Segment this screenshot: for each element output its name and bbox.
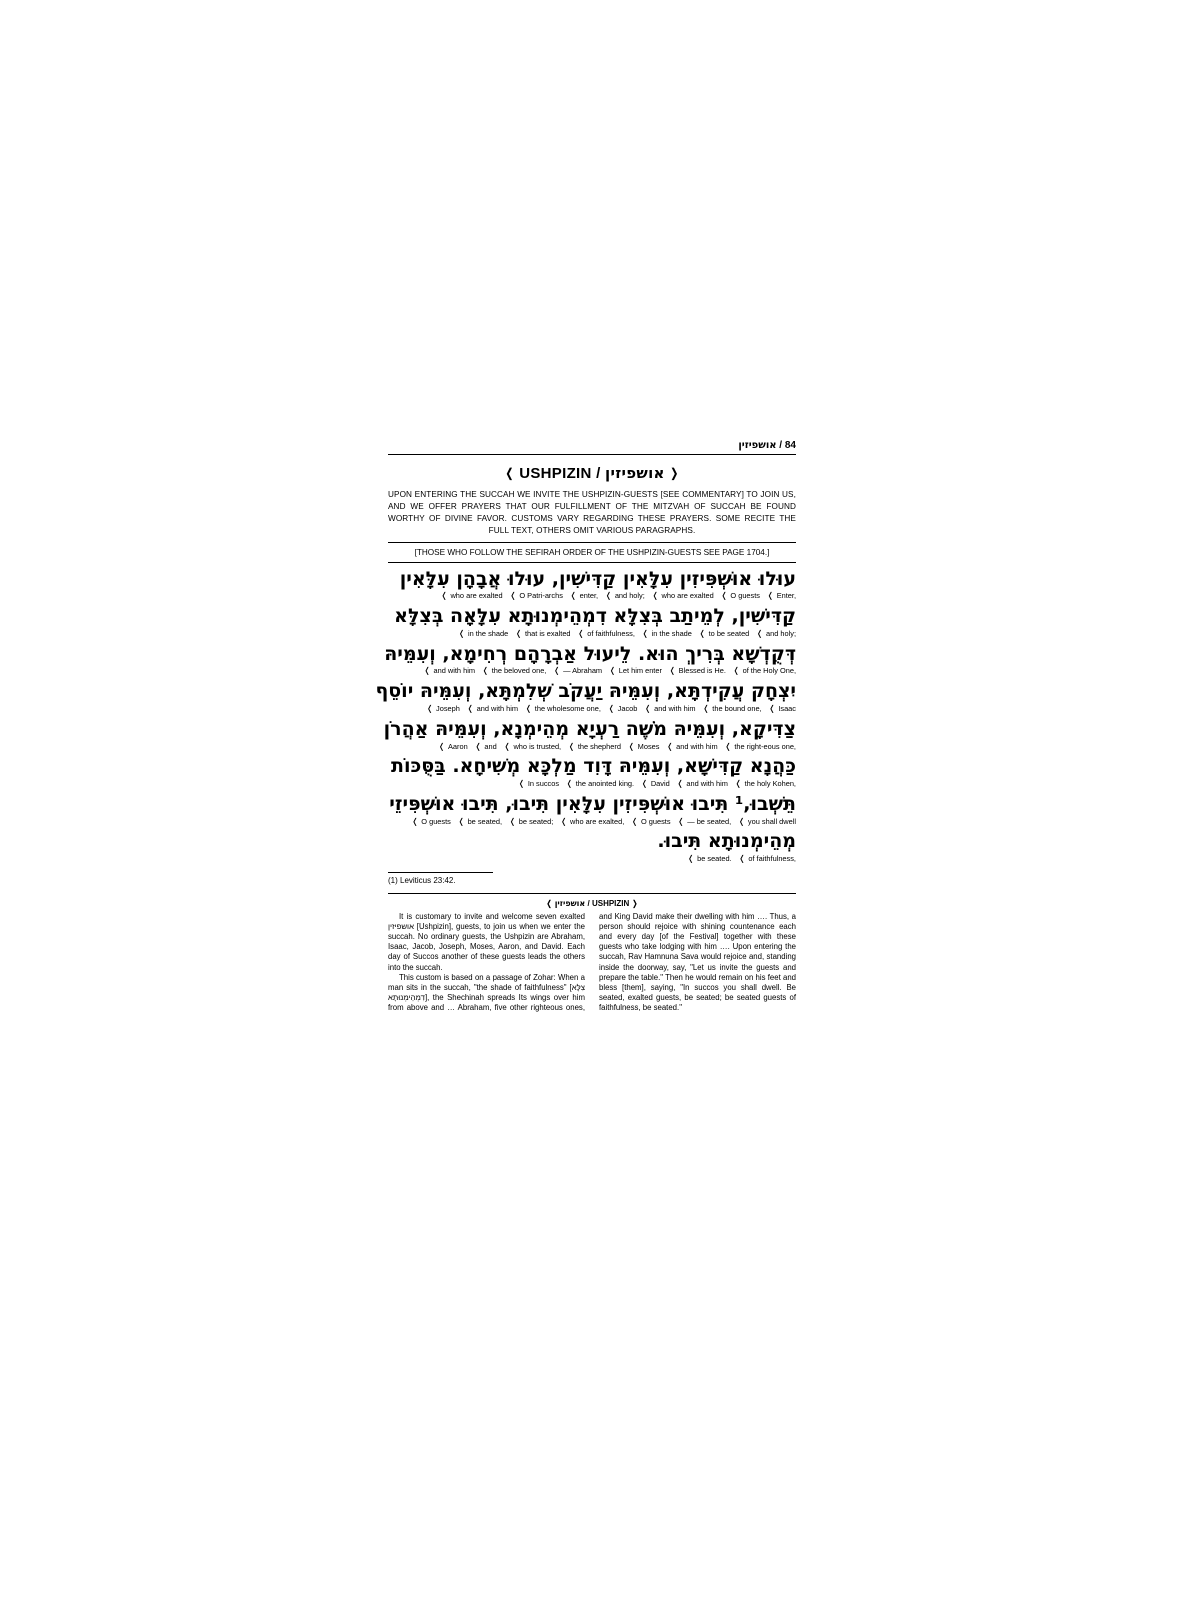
- gloss: ❬ Moses: [627, 741, 660, 751]
- gloss: ❬ be seated;: [509, 816, 554, 826]
- hebrew-line: תֵּשְׁבוּ,¹ תִּיבוּ אוּשְׁפִּיזִין עִלָּאִין תִּיבוּ, תִּיבוּ אוּשְׁפִּיזֵי: [389, 792, 796, 815]
- gloss: ❬ — Abraham: [553, 666, 603, 676]
- commentary-paragraph: This custom is based on a passage of Zohar: When a man sits in the succah, "the shade of faithfulness" [צִלָּא דִמְהֵימְנוּתָא], the Shechinah spreads Its wings over him from above and … Abraham, five other righteous ones, and King David make their dwelling with him …. Thus, a person should rejoice with shining countenance each and every day [of the Festival] together with these guests who take lodging with him …. Upon entering the succah, Rav Hamnuna Sava would rejoice and, standing inside the doorway, say, "Let us invite the guests and prepare the table." Then he would remain on his feet and bless [them], saying, "In succos you shall dwell. Be seated, exalted guests, be seated; be seated guests of faithfulness, be seated.": [388, 911, 796, 1013]
- commentary-heading-english: USHPIZIN: [591, 898, 630, 908]
- gloss-marker-icon: ❬: [509, 816, 516, 826]
- gloss: ❬ to be seated: [698, 628, 750, 638]
- gloss-marker-icon: ❬: [568, 741, 575, 751]
- gloss: ❬ and holy;: [605, 591, 645, 601]
- gloss-marker-icon: ❬: [509, 591, 517, 601]
- hebrew-line: דְּקֻדְשָׁא בְּרִיךְ הוּא. לֵיעוּל אַבְרָהָם רְחִימָא, וְעִמֵּיהּ: [384, 642, 796, 665]
- gloss: ❬ O guests: [631, 816, 671, 826]
- gloss: ❬ be seated,: [457, 816, 503, 826]
- gloss-marker-icon: ❬: [641, 779, 648, 789]
- gloss-marker-icon: ❬: [687, 854, 695, 864]
- footnote-divider: [388, 872, 493, 873]
- gloss-marker-icon: ❬: [607, 703, 615, 713]
- gloss-marker-icon: ❬: [426, 703, 434, 713]
- title-english: USHPIZIN: [519, 465, 592, 482]
- gloss-marker-icon: ❬: [644, 703, 652, 713]
- verse-block: [388, 755, 796, 789]
- gloss-marker-icon: ❬: [503, 741, 511, 751]
- gloss: ❬ O guests: [411, 816, 451, 826]
- hebrew-line: צַדִּיקָא, וְעִמֵּיהּ מֹשֶׁה רַעְיָא מְהֵימְנָא, וְעִמֵּיהּ אַהֲרֹן: [383, 717, 796, 740]
- gloss: ❬ the holy Kohen,: [734, 779, 796, 789]
- gloss: ❬ and with him: [466, 703, 519, 713]
- gloss-marker-icon: ❬: [738, 854, 746, 864]
- verse-block: [375, 680, 796, 714]
- hebrew-line: יִצְחָק עֲקִידְתָּא, וְעִמֵּיהּ יַעֲקֹב שְׁלִמְתָּא, וְעִמֵּיהּ יוֹסֵף: [375, 680, 796, 703]
- verse-block: [384, 642, 796, 677]
- gloss: ❬ enter,: [569, 591, 599, 601]
- gloss-marker-icon: ❬: [482, 666, 489, 676]
- verse-block: [388, 568, 796, 602]
- ornament-right-icon: ❭: [669, 466, 680, 480]
- gloss: ❬ Joseph: [426, 703, 460, 713]
- gloss-marker-icon: ❬: [766, 591, 774, 601]
- commentary-heading-slash: /: [587, 898, 590, 908]
- gloss-marker-icon: ❬: [466, 703, 474, 713]
- gloss: ❬ David: [641, 779, 670, 789]
- gloss: ❬ the right-eous one,: [724, 741, 796, 751]
- gloss-marker-icon: ❬: [631, 816, 638, 826]
- gloss-marker-icon: ❬: [702, 703, 710, 713]
- gloss: ❬ you shall dwell: [738, 816, 796, 826]
- translation-row: [388, 592, 796, 601]
- gloss: ❬ of faithfulness,: [738, 854, 796, 864]
- gloss-marker-icon: ❬: [605, 591, 612, 601]
- gloss-marker-icon: ❬: [666, 741, 674, 751]
- gloss: ❬ the bound one,: [702, 703, 762, 713]
- gloss-marker-icon: ❬: [724, 741, 732, 751]
- gloss-marker-icon: ❬: [668, 666, 676, 676]
- gloss-marker-icon: ❬: [577, 628, 585, 638]
- gloss-marker-icon: ❬: [474, 741, 482, 751]
- gloss: ❬ the anointed king.: [566, 779, 635, 789]
- gloss: ❬ Isaac: [768, 703, 796, 713]
- gloss: ❬ and with him: [676, 779, 728, 789]
- gloss-marker-icon: ❬: [734, 779, 742, 789]
- verse-block: [388, 793, 796, 827]
- hebrew-line: מְהֵימְנוּתָא תִּיבוּ.: [657, 830, 796, 853]
- prayer-book-page: [375, 440, 796, 1013]
- gloss: ❬ who is trusted,: [503, 741, 562, 751]
- gloss-marker-icon: ❬: [440, 591, 448, 601]
- gloss-marker-icon: ❬: [569, 591, 577, 601]
- commentary-columns: [388, 912, 796, 1013]
- verse-block: [383, 717, 796, 752]
- translation-row: [388, 705, 796, 714]
- ornament-left-icon: ❬: [504, 466, 515, 480]
- gloss-marker-icon: ❬: [720, 591, 728, 601]
- gloss: ❬ be seated.: [687, 854, 732, 864]
- rubric-divider-2: [388, 562, 796, 563]
- title-slash: /: [596, 465, 601, 482]
- translation-row: [388, 818, 796, 827]
- gloss-marker-icon: ❬: [518, 779, 525, 789]
- gloss: ❬ the shepherd: [568, 741, 621, 751]
- gloss-marker-icon: ❬: [641, 628, 649, 638]
- gloss-marker-icon: ❬: [677, 816, 685, 826]
- gloss-marker-icon: ❬: [438, 741, 445, 751]
- gloss-marker-icon: ❬: [515, 628, 522, 638]
- gloss-marker-icon: ❬: [411, 816, 419, 826]
- gloss-marker-icon: ❬: [627, 741, 635, 751]
- hebrew-line: קַדִּישִׁין, לְמֵיתַב בְּצִלָּא דִמְהֵימְנוּתָא עִלָּאָה בְּצִלָּא: [394, 605, 796, 628]
- gloss-marker-icon: ❬: [756, 628, 763, 638]
- gloss: ❬ Aaron: [438, 741, 468, 751]
- gloss-marker-icon: ❬: [423, 666, 431, 676]
- title-hebrew: אושפיזין: [605, 464, 665, 482]
- hebrew-line: עוּלוּ אוּשְׁפִּיזִין עִלָּאִין קַדִּישִׁין, עוּלוּ אֲבָהָן עִלָּאִין: [399, 567, 796, 590]
- translation-row: [388, 667, 796, 676]
- sefirah-note: [THOSE WHO FOLLOW THE SEFIRAH ORDER OF THE USHPIZIN-GUESTS SEE PAGE 1704.]: [414, 547, 770, 557]
- gloss: ❬ — be seated,: [677, 816, 732, 826]
- header-divider: [388, 454, 796, 455]
- gloss: ❬ and with him: [644, 703, 696, 713]
- gloss: ❬ and: [474, 741, 497, 751]
- gloss-marker-icon: ❬: [676, 779, 684, 789]
- hebrew-line: כַּהֲנָא קַדִּישָׁא, וְעִמֵּיהּ דָּוִד מַלְכָּא מְשִׁיחָא. בַּסֻּכּוֹת: [390, 755, 796, 778]
- gloss-marker-icon: ❬: [566, 779, 573, 789]
- gloss-marker-icon: ❬: [560, 816, 568, 826]
- gloss: ❬ that is exalted: [515, 628, 571, 638]
- gloss-marker-icon: ❬: [738, 816, 745, 826]
- commentary-heading-hebrew: אושפיזין: [554, 898, 586, 908]
- commentary-heading: [388, 899, 796, 908]
- page-number: 84: [784, 440, 796, 451]
- gloss: ❬ who are exalted: [651, 591, 714, 601]
- gloss: ❬ Let him enter: [609, 666, 662, 676]
- gloss-marker-icon: ❬: [651, 591, 659, 601]
- translation-row: [388, 743, 796, 752]
- translation-row: [388, 780, 796, 789]
- verse-block: [388, 605, 796, 639]
- gloss: ❬ in the shade: [641, 628, 692, 638]
- gloss-marker-icon: ❬: [457, 816, 465, 826]
- gloss: ❬ and with him: [666, 741, 718, 751]
- commentary-section: [388, 893, 796, 1013]
- gloss-marker-icon: ❬: [609, 666, 616, 676]
- gloss: ❬ the wholesome one,: [525, 703, 601, 713]
- gloss: ❬ O Patri-archs: [509, 591, 563, 601]
- gloss: ❬ In succos: [518, 779, 560, 789]
- gloss: ❬ Enter,: [766, 591, 796, 601]
- gloss-marker-icon: ❬: [768, 703, 776, 713]
- running-head-separator: /: [776, 440, 785, 451]
- gloss: ❬ Jacob: [607, 703, 638, 713]
- gloss: ❬ of the Holy One,: [732, 666, 796, 676]
- ornament-right-icon: ❭: [631, 898, 639, 908]
- gloss: ❬ Blessed is He.: [668, 666, 726, 676]
- gloss: ❬ and with him: [423, 666, 475, 676]
- gloss-marker-icon: ❬: [458, 628, 465, 638]
- gloss-marker-icon: ❬: [732, 666, 740, 676]
- gloss-marker-icon: ❬: [698, 628, 706, 638]
- footnote: (1) Leviticus 23:42.: [388, 875, 456, 885]
- translation-row: [388, 630, 796, 639]
- running-header: [388, 440, 796, 454]
- page-title: [388, 464, 796, 482]
- commentary-paragraph: It is customary to invite and welcome seven exalted אושפיזין [Ushpizin], guests, to join us when we enter the succah. No ordinary guests, the Ushpizin are Abraham, Isaac, Jacob, Joseph, Moses, Aaron, and David. Each day of Succos another of these guests leads the others into the succah.: [388, 911, 585, 972]
- gloss: ❬ who are exalted: [440, 591, 503, 601]
- gloss: ❬ and holy;: [756, 628, 796, 638]
- gloss: ❬ the beloved one,: [482, 666, 547, 676]
- gloss: ❬ of faithfulness,: [577, 628, 635, 638]
- ornament-left-icon: ❬: [545, 898, 553, 908]
- gloss-marker-icon: ❬: [553, 666, 561, 676]
- instruction-rubric: UPON ENTERING THE SUCCAH WE INVITE THE USHPIZIN-GUESTS [SEE COMMENTARY] TO JOIN US, AND WE OFFER PRAYERS THAT OUR FULFILLMENT OF THE MITZVAH OF SUCCAH BE FOUND WORTHY OF DIVINE FAVOR. CUSTOMS VARY REGARDING THESE PRAYERS. SOME RECITE THE FULL TEXT, OTHERS OMIT VARIOUS PARAGRAPHS.: [388, 490, 796, 535]
- gloss: ❬ O guests: [720, 591, 760, 601]
- rubric-divider: [388, 542, 796, 543]
- verse-block: [388, 830, 796, 864]
- gloss-marker-icon: ❬: [525, 703, 532, 713]
- translation-row: [388, 855, 796, 864]
- running-head-hebrew: אושפיזין: [738, 440, 777, 451]
- gloss: ❬ who are exalted,: [560, 816, 625, 826]
- gloss: ❬ in the shade: [458, 628, 509, 638]
